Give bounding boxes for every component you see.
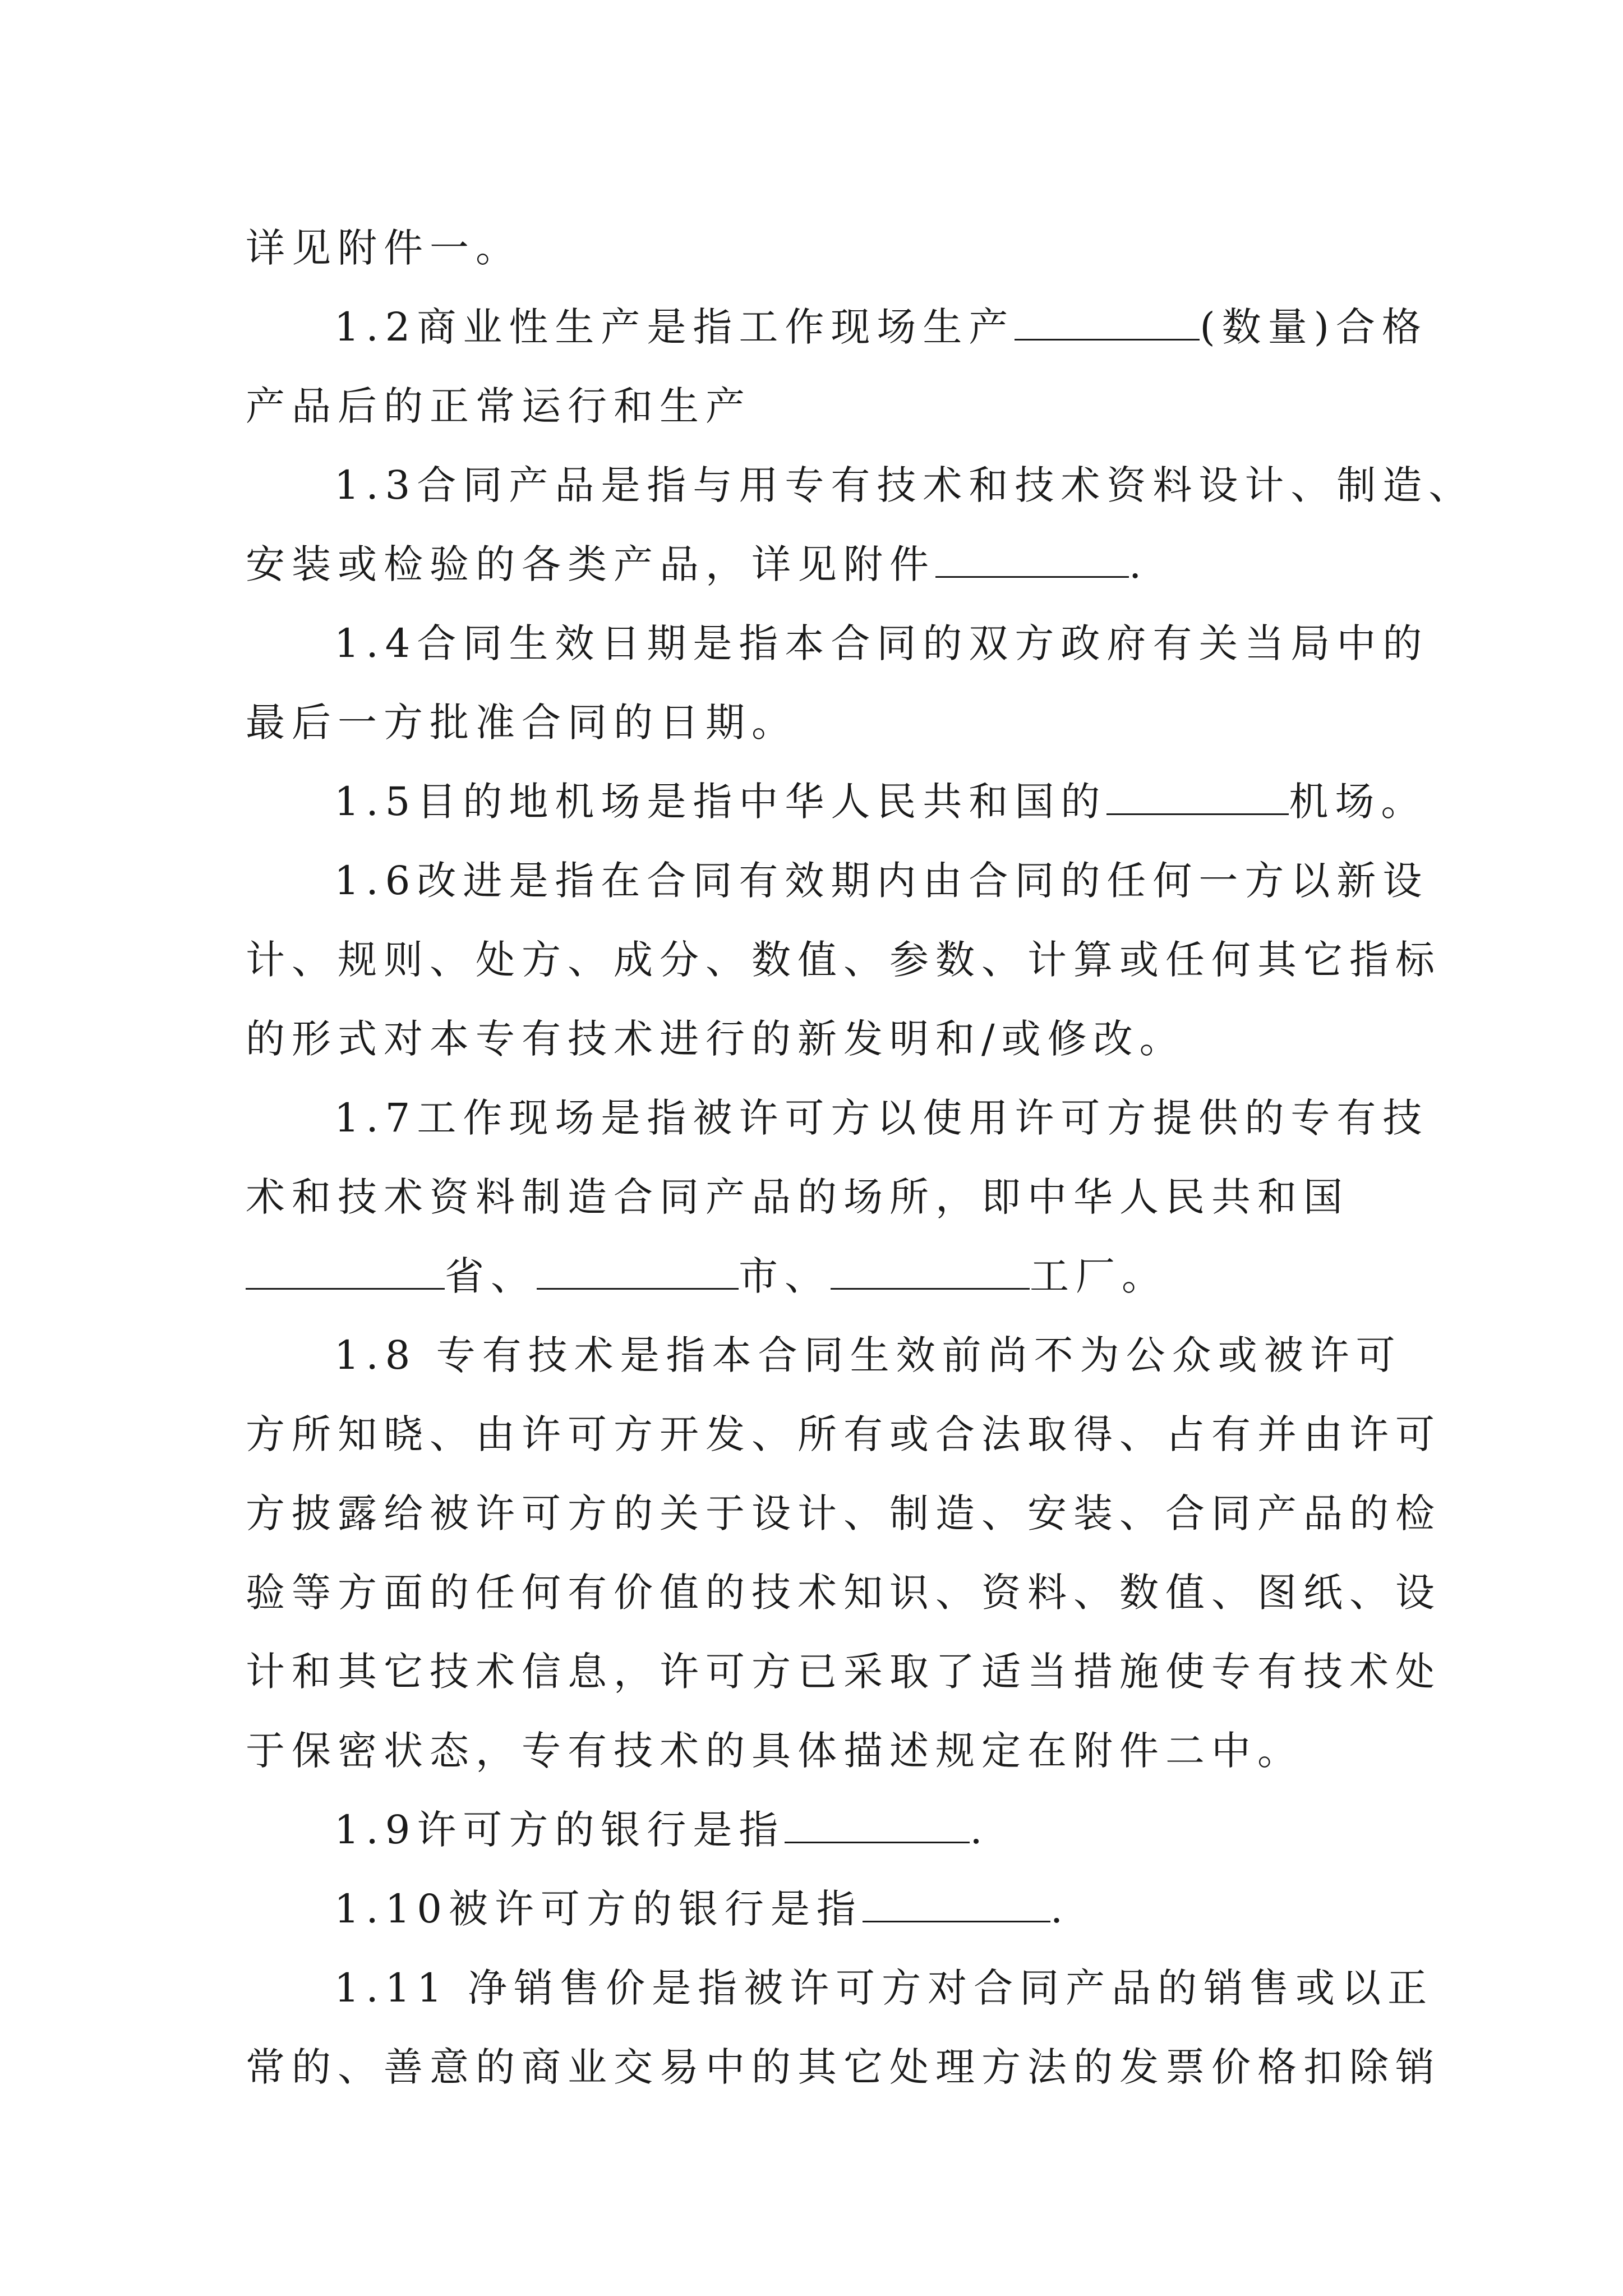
text-line	[246, 1474, 1441, 1553]
text-line	[246, 1553, 1441, 1632]
text-line	[246, 1237, 1393, 1316]
paragraph-text: 产品后的正常运行和生产	[246, 383, 751, 429]
paragraph-text: 机场。	[1289, 779, 1427, 825]
clause-1-4	[246, 604, 1429, 683]
clause-1-9	[246, 1791, 1393, 1870]
clause-1-3	[246, 446, 1475, 525]
fill-in-blank	[831, 1255, 1030, 1290]
text-line	[246, 367, 1393, 446]
text-line	[246, 1711, 1393, 1791]
text-line	[246, 1000, 1393, 1079]
text-line	[246, 1395, 1441, 1474]
clause-1-7	[246, 1079, 1429, 1158]
text-line	[246, 209, 1393, 288]
fill-in-blank	[863, 1888, 1050, 1922]
fill-in-blank	[537, 1255, 739, 1290]
paragraph-text: 1.2商业性生产是指工作现场生产	[334, 304, 1015, 350]
paragraph-text: 1.11 净销售价是指被许可方对合同产品的销售或以正	[334, 1965, 1434, 2011]
paragraph-text: 详见附件一。	[246, 225, 522, 271]
paragraph-text: 术和技术资料制造合同产品的场所，即中华人民共和国	[246, 1174, 1349, 1220]
text-line	[246, 525, 1393, 604]
paragraph-text: 常的、善意的商业交易中的其它处理方法的发票价格扣除销	[246, 2044, 1441, 2090]
paragraph-text: 1.10被许可方的银行是指	[334, 1886, 863, 1932]
paragraph-text: (数量)合格	[1200, 304, 1428, 350]
paragraph-text: 省、	[445, 1253, 537, 1299]
paragraph-text: 的形式对本专有技术进行的新发明和/或修改。	[246, 1016, 1186, 1062]
paragraph-text: .	[1129, 541, 1149, 587]
clause-1-6	[246, 841, 1429, 921]
paragraph-text: 1.9许可方的银行是指	[334, 1807, 785, 1853]
paragraph-text: 1.5目的地机场是指中华人民共和国的	[334, 779, 1107, 825]
paragraph-text: 市、	[739, 1253, 831, 1299]
clause-1-11	[246, 1949, 1434, 2028]
clause-1-2	[246, 288, 1428, 367]
paragraph-text: .	[970, 1807, 989, 1853]
document-page	[246, 209, 1475, 2107]
paragraph-text: .	[1050, 1886, 1070, 1932]
paragraph-text: 1.6改进是指在合同有效期内由合同的任何一方以新设	[334, 858, 1429, 904]
paragraph-text: 最后一方批准合同的日期。	[246, 700, 797, 746]
paragraph-text: 工厂。	[1030, 1253, 1168, 1299]
fill-in-blank	[935, 544, 1129, 578]
clause-1-5	[246, 762, 1427, 841]
fill-in-blank	[1015, 306, 1200, 341]
paragraph-text: 1.7工作现场是指被许可方以使用许可方提供的专有技	[334, 1095, 1429, 1141]
text-line	[246, 1632, 1441, 1711]
text-line	[246, 1158, 1393, 1237]
fill-in-blank	[1106, 781, 1289, 815]
clause-1-8	[246, 1316, 1402, 1395]
text-line	[246, 2028, 1441, 2107]
text-line	[246, 683, 1393, 762]
paragraph-text: 1.8 专有技术是指本合同生效前尚不为公众或被许可	[334, 1332, 1402, 1378]
text-line	[246, 921, 1441, 1000]
paragraph-text: 方所知晓、由许可方开发、所有或合法取得、占有并由许可	[246, 1411, 1441, 1457]
fill-in-blank	[246, 1255, 445, 1290]
paragraph-text: 于保密状态，专有技术的具体描述规定在附件二中。	[246, 1728, 1303, 1774]
paragraph-text: 安装或检验的各类产品，详见附件	[246, 541, 935, 587]
paragraph-text: 计、规则、处方、成分、数值、参数、计算或任何其它指标	[246, 937, 1441, 983]
paragraph-text: 计和其它技术信息，许可方已采取了适当措施使专有技术处	[246, 1649, 1441, 1695]
fill-in-blank	[785, 1809, 970, 1843]
paragraph-text: 1.3合同产品是指与用专有技术和技术资料设计、制造、	[334, 462, 1475, 508]
paragraph-text: 1.4合同生效日期是指本合同的双方政府有关当局中的	[334, 620, 1429, 666]
clause-1-10	[246, 1870, 1393, 1949]
paragraph-text: 方披露给被许可方的关于设计、制造、安装、合同产品的检	[246, 1490, 1441, 1536]
paragraph-text: 验等方面的任何有价值的技术知识、资料、数值、图纸、设	[246, 1570, 1441, 1616]
